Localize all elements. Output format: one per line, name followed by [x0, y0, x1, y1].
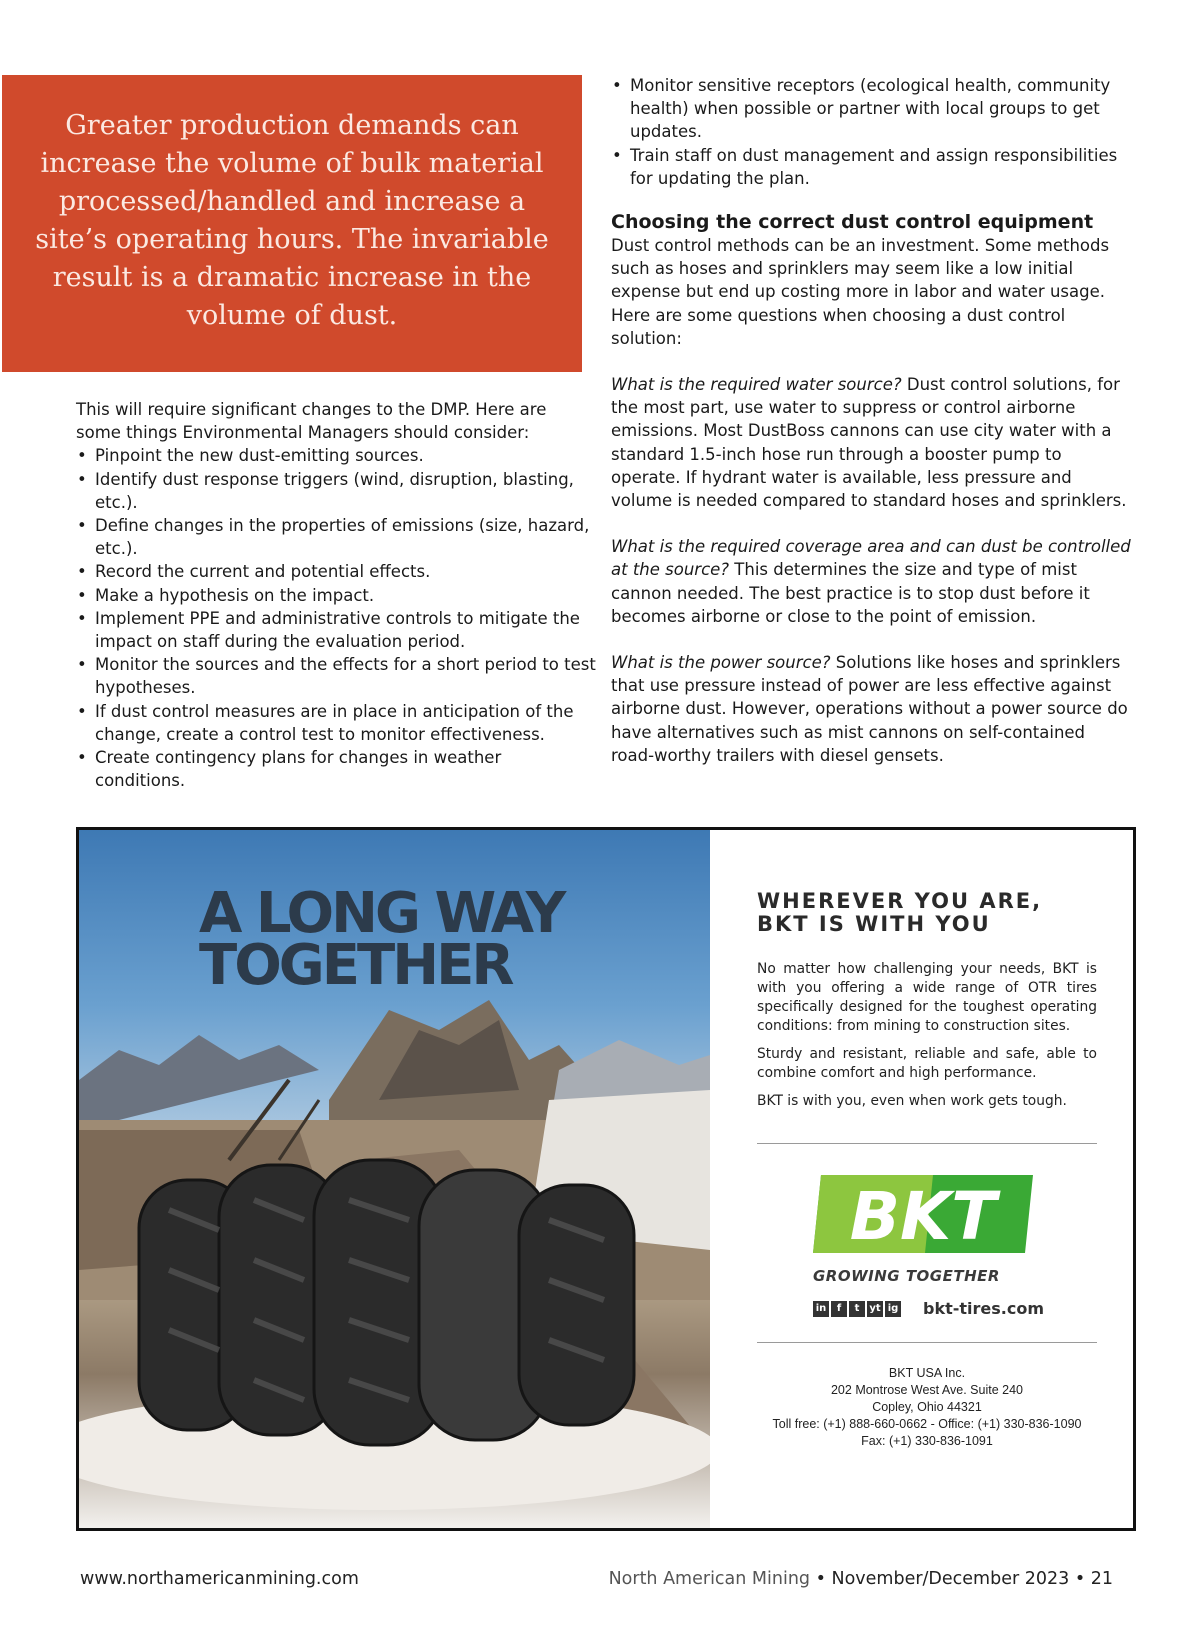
- list-item: • Monitor sensitive receptors (ecological health, community health) when possible or partner with local groups to get updates.: [611, 74, 1131, 144]
- section-heading: Choosing the correct dust control equipment: [611, 211, 1094, 234]
- answer-text: Solutions like hoses and sprinklers that use pressure instead of power are less effective against airborne dust. However, operations without a power source do have alternatives such as mist cannons on self-contained road-worthy trailers with diesel gensets.: [611, 653, 1128, 765]
- address-line: Fax: (+1) 330-836-1091: [861, 1434, 993, 1448]
- question-text: What is the power source?: [611, 653, 831, 673]
- left-column: [76, 398, 596, 792]
- right-column: [611, 74, 1131, 767]
- ad-headline-line1: A LONG WAY: [199, 881, 564, 946]
- ad-text-panel: [757, 830, 1102, 1528]
- footer-issue: • November/December 2023 • 21: [810, 1569, 1113, 1589]
- bkt-advertisement: [76, 827, 1136, 1531]
- list-item: • Train staff on dust management and assign responsibilities for updating the plan.: [611, 144, 1131, 190]
- address-line: Copley, Ohio 44321: [872, 1400, 982, 1414]
- right-bullet-list: [611, 74, 1131, 190]
- linkedin-icon[interactable]: in: [813, 1301, 829, 1317]
- ad-headline-line2: TOGETHER: [199, 933, 512, 998]
- ad-body-paragraph: BKT is with you, even when work gets tough.: [757, 1093, 1067, 1109]
- ad-tagline: [757, 890, 1102, 936]
- list-item: • Define changes in the properties of emissions (size, hazard, etc.).: [76, 514, 596, 560]
- list-item: • Create contingency plans for changes in weather conditions.: [76, 746, 596, 792]
- pull-quote: [2, 75, 582, 372]
- footer-issue-info: [609, 1569, 1113, 1589]
- twitter-icon[interactable]: t: [849, 1301, 865, 1317]
- left-intro: This will require significant changes to the DMP. Here are some things Environmental Managers should consider:: [76, 400, 547, 443]
- list-item: • Implement PPE and administrative controls to mitigate the impact on staff during the evaluation period.: [76, 607, 596, 653]
- ad-address: [757, 1365, 1097, 1450]
- list-item: • Identify dust response triggers (wind, disruption, blasting, etc.).: [76, 468, 596, 514]
- ad-photo-tires-quarry: [79, 830, 710, 1528]
- youtube-icon[interactable]: yt: [867, 1301, 883, 1317]
- question-text: What is the required coverage area and can dust be controlled at the source?: [611, 537, 1131, 580]
- ad-tagline-line2: BKT IS WITH YOU: [757, 912, 991, 936]
- section-intro: Dust control methods can be an investment. Some methods such as hoses and sprinklers may seem like a low initial expense but end up costing more in labor and water usage. Here are some questions when choosing a dust control solution:: [611, 236, 1110, 348]
- bkt-logo: [813, 1175, 1033, 1253]
- list-item: • Make a hypothesis on the impact.: [76, 584, 596, 607]
- question-paragraph: [611, 651, 1131, 767]
- bkt-website-link[interactable]: bkt-tires.com: [923, 1299, 1045, 1318]
- bkt-logo-text: BKT: [849, 1178, 997, 1253]
- address-line: Toll free: (+1) 888-660-0662 - Office: (+1) 330-836-1090: [772, 1417, 1082, 1431]
- answer-text: This determines the size and type of mist cannon needed. The best practice is to stop dust before it becomes airborne or close to the point of emission.: [611, 560, 1090, 626]
- footer-publication: North American Mining: [608, 1569, 811, 1589]
- list-item: • Record the current and potential effects.: [76, 560, 596, 583]
- list-item: • Pinpoint the new dust-emitting sources.: [76, 444, 596, 467]
- question-paragraph: [611, 535, 1131, 628]
- ad-body: [757, 960, 1097, 1120]
- divider: [757, 1143, 1097, 1144]
- address-line: 202 Montrose West Ave. Suite 240: [830, 1383, 1024, 1397]
- ad-tagline-line1: WHEREVER YOU ARE,: [757, 889, 1043, 913]
- social-icons: [813, 1300, 901, 1318]
- answer-text: Dust control solutions, for the most part, use water to suppress or control airborne emissions. Most DustBoss cannons can use city water with a standard 1.5-inch hose run through a booster pump to operate. If hydrant water is available, less pressure and volume is needed compared to standard hoses and sprinklers.: [611, 375, 1127, 511]
- list-item: • If dust control measures are in place in anticipation of the change, create a control test to monitor effectiveness.: [76, 700, 596, 746]
- pull-quote-text: Greater production demands can increase the volume of bulk material processed/handled and increase a site’s operating hours. The invariable result is a dramatic increase in the volume of dust.: [35, 110, 549, 331]
- question-text: What is the required water source?: [611, 375, 902, 395]
- instagram-icon[interactable]: ig: [885, 1301, 901, 1317]
- facebook-icon[interactable]: f: [831, 1301, 847, 1317]
- footer-website[interactable]: www.northamericanmining.com: [80, 1569, 359, 1589]
- left-bullet-list: [76, 444, 596, 792]
- bkt-slogan: GROWING TOGETHER: [813, 1267, 1000, 1285]
- list-item: • Monitor the sources and the effects for a short period to test hypotheses.: [76, 653, 596, 699]
- ad-body-paragraph: No matter how challenging your needs, BKT is with you offering a wide range of OTR tires specifically designed for the toughest operating conditions: from mining to construction sites.: [757, 961, 1097, 1034]
- address-line: BKT USA Inc.: [888, 1366, 966, 1380]
- question-paragraph: [611, 373, 1131, 512]
- ad-body-paragraph: Sturdy and resistant, reliable and safe, able to combine comfort and high performance.: [757, 1046, 1097, 1081]
- divider: [757, 1342, 1097, 1343]
- ad-headline: [199, 881, 619, 998]
